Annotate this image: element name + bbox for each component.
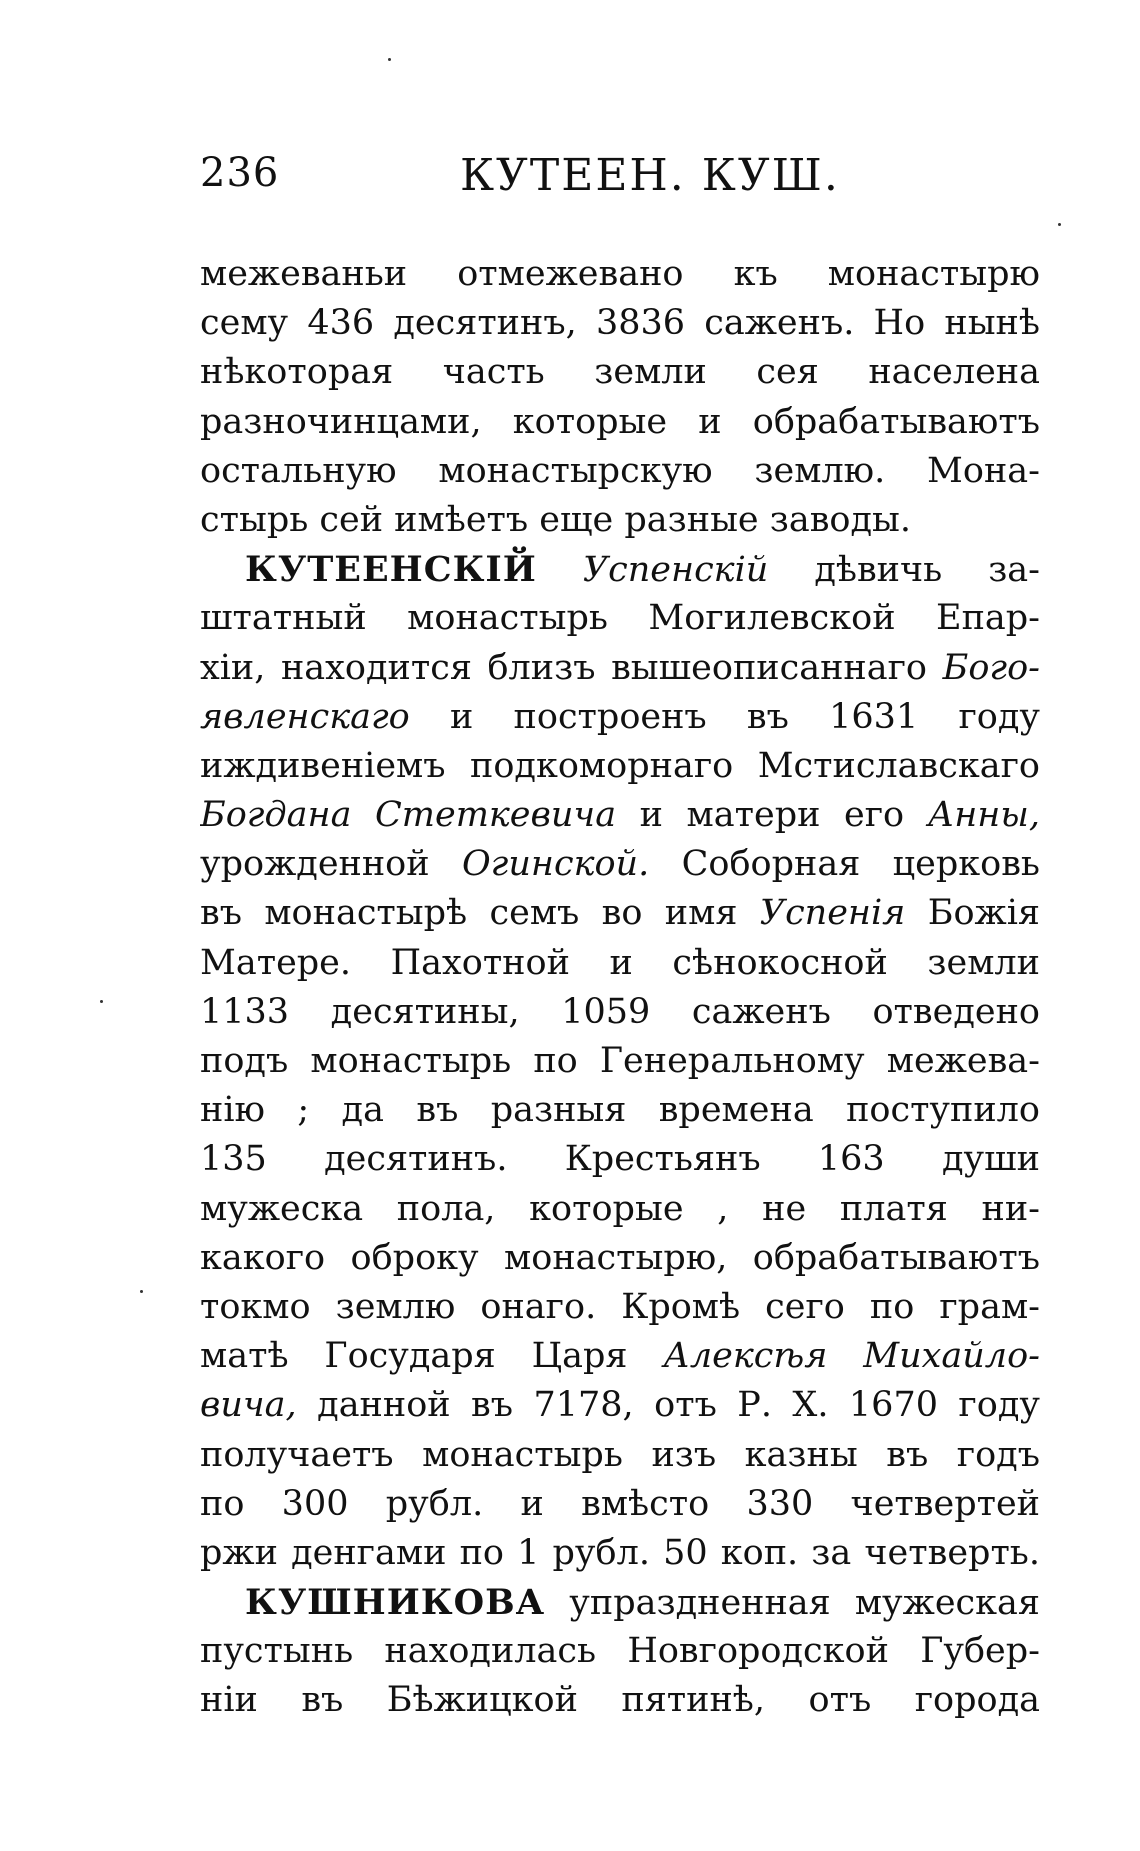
entry-heading: КУТЕЕНСКІЙ [245,549,537,591]
italic-text: Бого- [942,647,1040,688]
running-head: КУТЕЕН. КУШ. [460,150,840,201]
italic-text: Анны, [927,795,1040,836]
text-fragment: и построенъ въ 1631 году [449,696,1040,737]
print-speck [388,58,391,61]
text-fragment: хіи, находится близъ вышеописаннаго [200,647,928,688]
entry-kuteenskiy [200,545,1040,594]
entry-heading: КУШНИКОВА [245,1582,546,1624]
text-line [200,1381,1040,1430]
print-speck [100,1000,103,1003]
text-line [200,693,1040,742]
text-line: ржи денгами по 1 рубл. 50 коп. за четверть. [200,1532,1040,1573]
text-fragment: дѣвичь за- [814,550,1040,591]
text-line: стырь сей имѣетъ еще разные заводы. [200,499,912,540]
text-line [200,791,1040,840]
text-line: 135 десятинъ. Крестьянъ 163 души [200,1139,1040,1180]
italic-text: Успенскій [582,550,769,591]
text-line: иждивеніемъ подкоморнаго Мстиславскаго [200,745,1040,786]
text-fragment: упраздненная мужеская [569,1583,1040,1624]
text-fragment: Божія [927,893,1040,934]
text-line: нію ; да въ разныя времена поступило [200,1090,1040,1131]
text-line: 1133 десятины, 1059 саженъ отведено [200,991,1040,1032]
text-line [200,644,1040,693]
page-header [200,150,1040,220]
text-line: по 300 рубл. и вмѣсто 330 четвертей [200,1483,1040,1524]
text-line: штатный монастырь Могилевской Епар- [200,598,1040,639]
text-fragment: урожденной [200,844,430,885]
text-fragment: Соборная церковь [681,844,1040,885]
text-line: межеваньи отмежевано къ монастырю [200,254,1040,294]
print-speck [1058,223,1061,226]
text-line: сему 436 десятинъ, 3836 саженъ. Но нынѣ [200,303,1040,344]
text-line [200,889,1040,938]
page-number: 236 [200,150,280,196]
text-line [200,1332,1040,1381]
text-fragment: и матери его [639,795,905,836]
text-line: получаетъ монастырь изъ казны въ годъ [200,1434,1040,1475]
text-line: разночинцами, которые и обрабатываютъ [200,401,1040,442]
text-line: какого оброку монастырю, обрабатываютъ [200,1237,1040,1278]
entry-kushnikova [200,1578,1040,1627]
body-text [200,250,1040,1726]
text-line: ніи въ Бѣжицкой пятинѣ, отъ города [200,1680,1040,1721]
italic-text: Успенія [759,893,906,934]
italic-text: Богдана Стеткевича [200,795,617,836]
text-line: пустынь находилась Новгородской Губер- [200,1631,1040,1672]
text-line: подъ монастырь по Генеральному межева- [200,1041,1040,1081]
italic-text: явленскаго [200,696,410,737]
italic-text: вича, [200,1385,297,1426]
text-line: мужеска пола, которые , не платя ни- [200,1188,1040,1229]
text-line [200,840,1040,889]
italic-text: Алексѣя Михайло- [663,1336,1040,1377]
text-line: токмо землю онаго. Кромѣ сего по грам- [200,1286,1040,1327]
italic-text: Огинской. [461,844,650,885]
text-line: нѣкоторая часть земли сея населена [200,352,1040,393]
print-speck [140,1290,143,1293]
text-fragment: матѣ Государя Царя [200,1336,628,1377]
text-line: Матере. Пахотной и сѣнокосной земли [200,942,1040,983]
text-line: остальную монастырскую землю. Мона- [200,450,1040,491]
text-fragment: данной въ 7178, отъ Р. Х. 1670 году [317,1385,1040,1426]
text-fragment: въ монастырѣ семъ во имя [200,893,738,934]
